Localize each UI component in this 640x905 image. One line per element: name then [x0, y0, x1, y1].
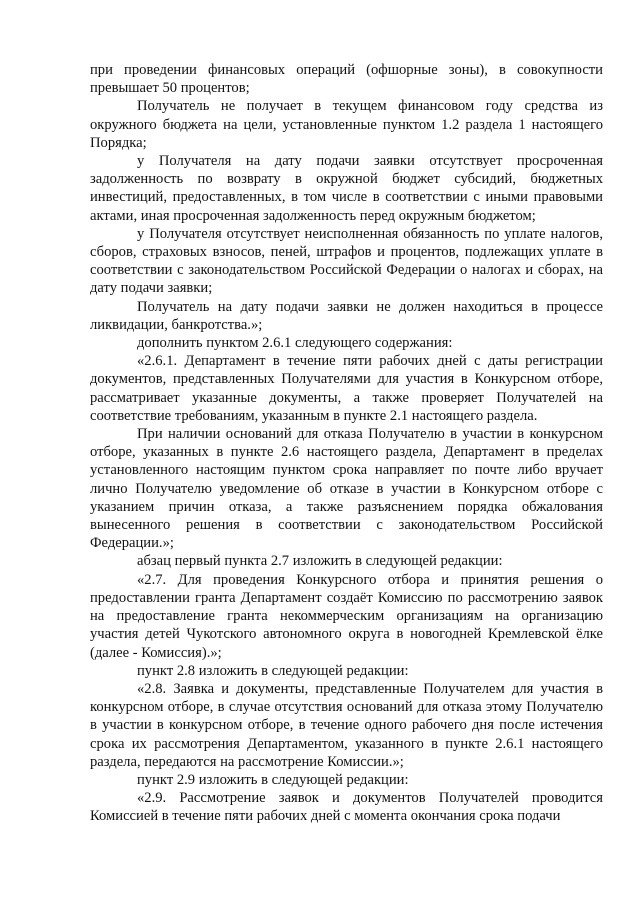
paragraph-no-overdue-debt: у Получателя на дату подачи заявки отсутствует просроченная задолженность по возврату в окружной бюджет субсидий, бюджетных инвестиций, предоставленных, в том числе в соответствии с иными правовыми актами, иная просроченная задолженность перед окружным бюджетом; [90, 153, 603, 224]
paragraph-refusal-grounds: При наличии оснований для отказа Получателю в участии в конкурсном отборе, указанных в пункте 2.6 настоящего раздела, Департамент в пределах установленного настоящим пунктом срока направляет по почте либо вручает лично Получателю уведомление об отказе в участии в Конкурсном отборе с указанием причин отказа, а также разъяснением порядка обжалования вынесенного решения в соответствии с законодательством Российской Федерации.»; [90, 426, 603, 552]
paragraph-amend-2-8: пункт 2.8 изложить в следующей редакции: [137, 662, 409, 679]
paragraph-2-6-1-text: «2.6.1. Департамент в течение пяти рабочих дней с даты регистрации документов, представленных Получателями для участия в Конкурсном отборе, рассматривает указанные документы, а также проверяет Получателей на соответствие требованиям, указанным в пункте 2.1 настоящего раздела. [90, 353, 603, 424]
paragraph-offshore-zones: при проведении финансовых операций (офшорные зоны), в совокупности превышает 50 процентов; [90, 62, 603, 97]
paragraph-no-budget-funds: Получатель не получает в текущем финансовом году средства из окружного бюджета на цели, установленные пунктом 1.2 раздела 1 настоящего Порядка; [90, 98, 603, 151]
paragraph-amend-2-7: абзац первый пункта 2.7 изложить в следующей редакции: [137, 553, 503, 570]
paragraph-2-8-text: «2.8. Заявка и документы, представленные Получателем для участия в конкурсном отборе, в случае отсутствия оснований для отказа этому Получателю в участии в конкурсном отборе, в течение одного рабочего дня после истечения срока их рассмотрения Департаментом, указанного в пункте 2.6.1 настоящего раздела, передаются на рассмотрение Комиссии.»; [90, 680, 603, 770]
paragraph-amend-2-9: пункт 2.9 изложить в следующей редакции: [137, 771, 409, 788]
paragraph-no-tax-arrears: у Получателя отсутствует неисполненная обязанность по уплате налогов, сборов, страховых взносов, пеней, штрафов и процентов, подлежащих уплате в соответствии с законодательством Российской Федерации о налогах и сборах, на дату подачи заявки; [90, 225, 603, 297]
paragraph-2-9-text: «2.9. Рассмотрение заявок и документов Получателей проводится Комиссией в течение пяти рабочих дней с момента окончания срока подачи [90, 790, 603, 825]
paragraph-add-2-6-1: дополнить пунктом 2.6.1 следующего содержания: [137, 335, 453, 352]
document-page [90, 61, 603, 826]
paragraph-no-liquidation: Получатель на дату подачи заявки не должен находиться в процессе ликвидации, банкротства.»; [90, 298, 603, 333]
paragraph-2-7-text: «2.7. Для проведения Конкурсного отбора и принятия решения о предоставлении гранта Департамент создаёт Комиссию по рассмотрению заявок на предоставление гранта некоммерческим организациям на организацию участия детей Чукотского автономного округа в новогодней Кремлевской ёлке (далее - Комиссия).»; [90, 571, 603, 661]
